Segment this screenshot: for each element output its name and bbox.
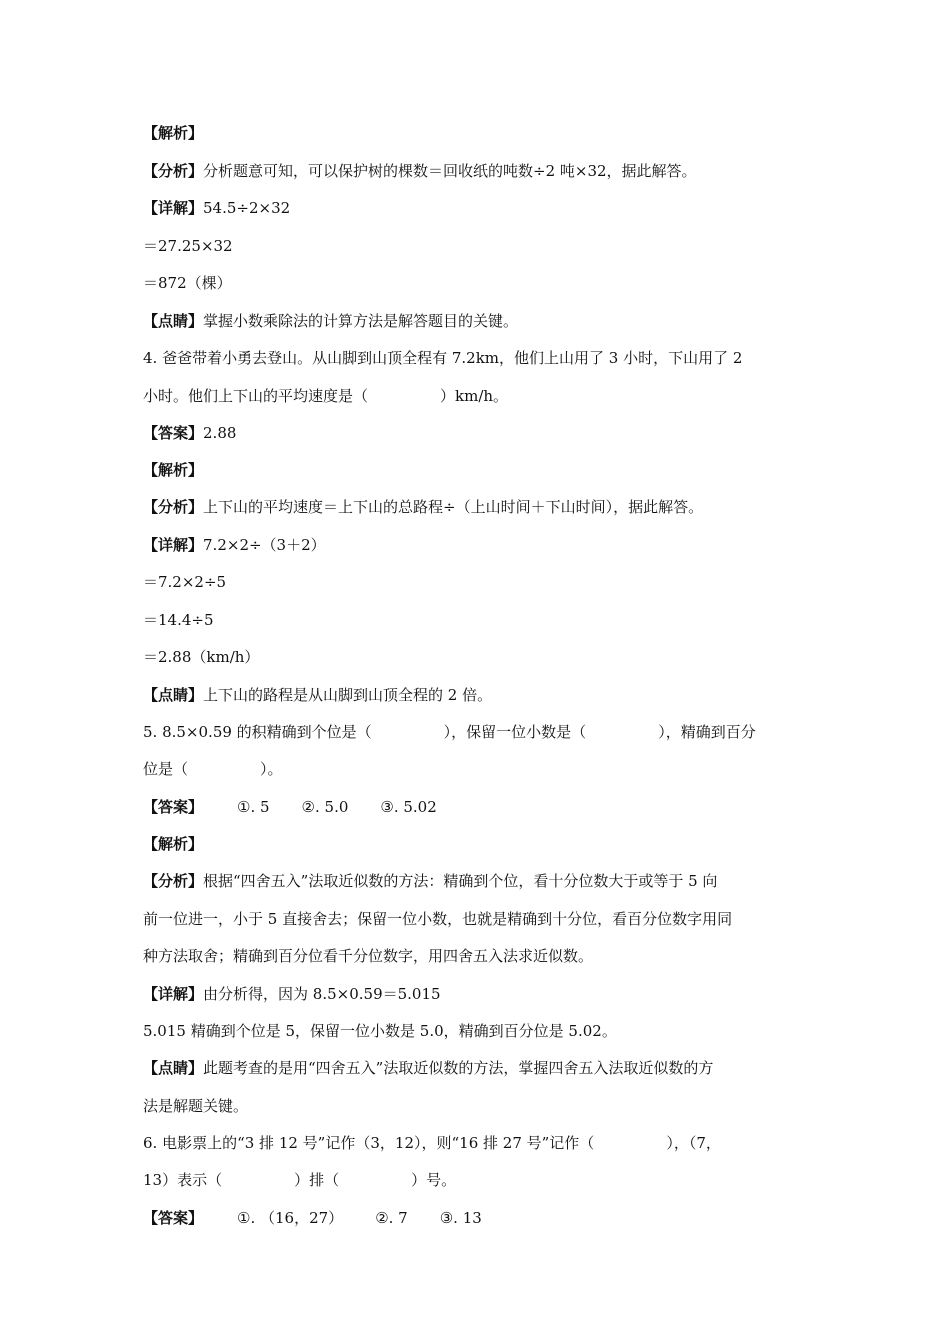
q5-answer-2: ②. 5.0 [301, 798, 349, 816]
q3-xiangjie-text: 54.5÷2×32 [203, 199, 291, 217]
q4-fenxi-text: 上下山的平均速度＝上下山的总路程÷（上山时间＋下山时间），据此解答。 [203, 498, 704, 516]
q5-fenxi-line-3: 种方法取舍；精确到百分位看千分位数字，用四舍五入法求近似数。 [143, 947, 594, 965]
q6-text-1: 6. 电影票上的“3 排 12 号”记作（3，12），则“16 排 27 号”记作（ [143, 1134, 595, 1152]
q6-answer [143, 1208, 820, 1228]
q4-xiangjie-text: 7.2×2÷（3＋2） [203, 536, 326, 554]
jiexi-tag: 【解析】 [143, 124, 204, 142]
q5-text-4: 位是（ [143, 760, 189, 778]
fenxi-tag: 【分析】 [143, 498, 204, 516]
q5-fenxi-line-2: 前一位进一，小于 5 直接舍去；保留一位小数，也就是精确到十分位，看百分位数字用同 [143, 910, 733, 928]
q5-dianjing [143, 1058, 820, 1078]
q5-answer-3: ③. 5.02 [380, 798, 437, 816]
q4-xiangjie [143, 535, 820, 555]
q6-answer-2: ②. 7 [375, 1209, 408, 1227]
q5-detail: 5.015 精确到个位是 5，保留一位小数是 5.0，精确到百分位是 5.02。 [143, 1022, 617, 1040]
jiexi-tag: 【解析】 [143, 461, 204, 479]
fenxi-tag: 【分析】 [143, 872, 204, 890]
xiangjie-tag: 【详解】 [143, 199, 204, 217]
q3-xiangjie [143, 198, 820, 218]
q5-question-line-2 [143, 759, 820, 779]
q4-text-after-blank: ）km/h。 [440, 387, 509, 405]
dianjing-tag: 【点睛】 [143, 686, 204, 704]
xiangjie-tag: 【详解】 [143, 985, 204, 1003]
q3-step-1: ＝27.25×32 [143, 237, 233, 255]
q4-jiexi-heading [143, 460, 820, 480]
q6-text-2: ），（7， [666, 1134, 721, 1152]
q4-fenxi [143, 497, 820, 517]
q6-question-line-1 [143, 1133, 820, 1153]
daan-tag: 【答案】 [143, 424, 204, 442]
q3-fenxi-text: 分析题意可知，可以保护树的棵数＝回收纸的吨数÷2 吨×32，据此解答。 [203, 162, 697, 180]
q4-text-before-blank: 小时。他们上下山的平均速度是（ [143, 387, 369, 405]
q3-jiexi-heading [143, 123, 820, 143]
q5-answer [143, 797, 820, 817]
q3-step-2: ＝872（棵） [143, 274, 232, 292]
q5-dianjing-line-1: 此题考查的是用“四舍五入”法取近似数的方法，掌握四舍五入法取近似数的方 [203, 1059, 714, 1077]
q6-question-line-2 [143, 1170, 820, 1190]
q5-xiangjie [143, 984, 820, 1004]
jiexi-tag: 【解析】 [143, 835, 204, 853]
q4-step-1: ＝7.2×2÷5 [143, 573, 227, 591]
fenxi-tag: 【分析】 [143, 162, 204, 180]
q5-fenxi [143, 871, 820, 891]
q5-question-line-1 [143, 722, 820, 742]
q4-step-3: ＝2.88（km/h） [143, 648, 260, 666]
q5-fenxi-line-1: 根据“四舍五入”法取近似数的方法：精确到个位，看十分位数大于或等于 5 向 [203, 872, 718, 890]
q4-question-line-1: 4. 爸爸带着小勇去登山。从山脚到山顶全程有 7.2km，他们上山用了 3 小时，下山用了 2 [143, 349, 743, 367]
q5-text-2: ），保留一位小数是（ [443, 723, 587, 741]
q4-step-2: ＝14.4÷5 [143, 611, 214, 629]
q6-text-5: ）号。 [411, 1171, 457, 1189]
q6-answer-1: ①. （16，27） [237, 1209, 344, 1227]
q4-dianjing [143, 685, 820, 705]
q6-text-4: ）排（ [294, 1171, 340, 1189]
q4-question-line-2 [143, 386, 820, 406]
q6-text-3: 13）表示（ [143, 1171, 223, 1189]
q6-answer-3: ③. 13 [439, 1209, 482, 1227]
q4-answer [143, 423, 820, 443]
q4-dianjing-text: 上下山的路程是从山脚到山顶全程的 2 倍。 [203, 686, 493, 704]
q5-dianjing-line-2: 法是解题关键。 [143, 1097, 249, 1115]
q5-xiangjie-text: 由分析得，因为 8.5×0.59＝5.015 [203, 985, 441, 1003]
q3-fenxi [143, 161, 820, 181]
q5-text-1: 5. 8.5×0.59 的积精确到个位是（ [143, 723, 372, 741]
q3-dianjing [143, 311, 820, 331]
q4-answer-value: 2.88 [203, 424, 237, 442]
q5-jiexi-heading [143, 834, 820, 854]
q5-answer-1: ①. 5 [237, 798, 270, 816]
q5-text-3: ），精确到百分 [658, 723, 756, 741]
xiangjie-tag: 【详解】 [143, 536, 204, 554]
daan-tag: 【答案】 [143, 798, 204, 816]
daan-tag: 【答案】 [143, 1209, 204, 1227]
dianjing-tag: 【点睛】 [143, 312, 204, 330]
q3-dianjing-text: 掌握小数乘除法的计算方法是解答题目的关键。 [203, 312, 519, 330]
dianjing-tag: 【点睛】 [143, 1059, 204, 1077]
q5-text-5: ）。 [260, 760, 283, 778]
